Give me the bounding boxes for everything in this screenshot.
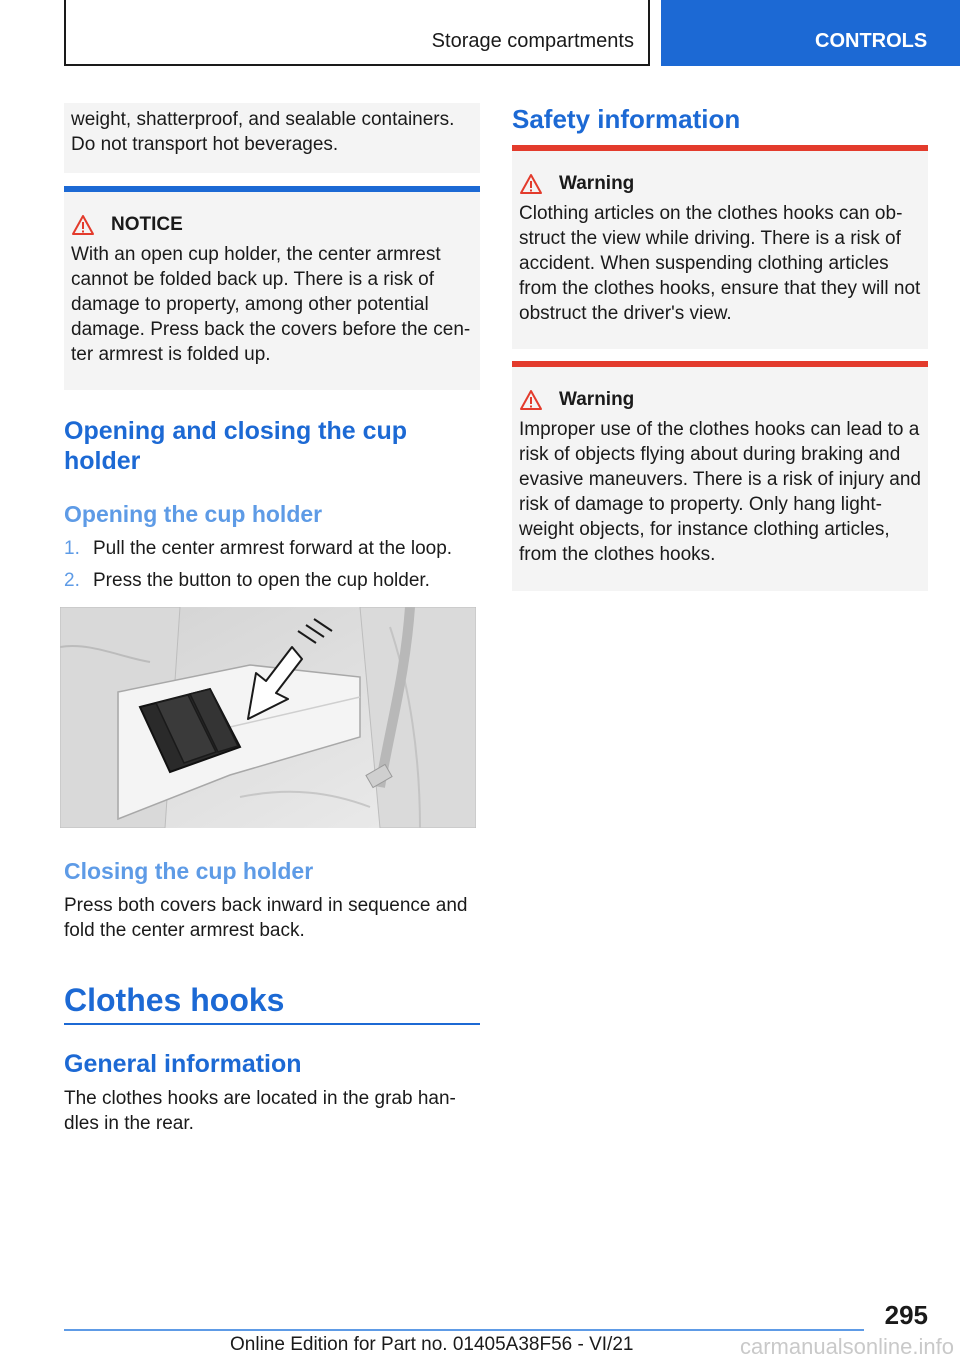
list-item (64, 536, 480, 561)
armrest-illustration-graphic (60, 607, 476, 828)
step-text: Press the button to open the cup holder. (93, 570, 430, 591)
list-item (64, 568, 480, 593)
notice-box (64, 192, 480, 390)
notice-text: With an open cup holder, the center armrest cannot be folded back up. There is a risk of damage to property, among other potential damage. Press back the covers before the center armrest is folded up. (71, 244, 471, 365)
general-information-heading: General information (64, 1050, 302, 1078)
clothes-hooks-rule (64, 1023, 480, 1025)
notice-title-row (64, 192, 480, 237)
clothes-hooks-heading: Clothes hooks (64, 982, 285, 1018)
warning-triangle-icon (519, 389, 543, 411)
warning-triangle-icon (519, 173, 543, 195)
general-information-text: The clothes hooks are located in the grab handles in the rear. (64, 1088, 456, 1134)
notice-title: NOTICE (111, 214, 183, 235)
footer-rule (64, 1329, 864, 1331)
footer-edition: Online Edition for Part no. 01405A38F56 - VI/21 (230, 1334, 634, 1355)
header-section-title: Storage compartments (431, 30, 634, 52)
warning-text: Improper use of the clothes hooks can lead to a risk of objects flying about during braking and evasive maneuvers. There is a risk of injury and risk of damage to property. Only hang lightweight objects, for instance clothing articles, from the clothes hooks. (519, 419, 921, 565)
step-number: 2. (64, 570, 80, 591)
page-number: 295 (884, 1300, 928, 1330)
safety-information-heading: Safety information (512, 104, 741, 134)
header-section-tab (64, 0, 650, 66)
closing-heading: Closing the cup holder (64, 858, 314, 884)
warning-title: Warning (559, 173, 635, 194)
warning-title: Warning (559, 389, 635, 410)
opening-steps-list (64, 536, 480, 600)
watermark: carmanualsonline.info (739, 1334, 954, 1359)
step-text: Pull the center armrest forward at the loop. (93, 538, 453, 559)
armrest-cup-holder-illustration (60, 607, 476, 828)
header-chapter-tab (661, 0, 960, 66)
warning-title-row (512, 367, 928, 412)
warning-triangle-icon (71, 214, 95, 236)
header-chapter-title: CONTROLS (815, 30, 928, 52)
warning-box-1 (512, 151, 928, 349)
step-number: 1. (64, 538, 80, 559)
warning-text: Clothing articles on the clothes hooks can obstruct the view while driving. There is a risk of accident. When suspending clothing articles from the clothes hooks, ensure that they will not obstruct the driver's view. (519, 203, 921, 324)
warning-title-row (512, 151, 928, 196)
warning-box-2 (512, 367, 928, 591)
intro-box (64, 103, 480, 173)
opening-heading: Opening the cup holder (64, 501, 323, 527)
intro-box-text: weight, shatterproof, and sealable containers. Do not transport hot beverages. (71, 109, 455, 155)
opening-closing-heading: Opening and closing the cup holder (64, 417, 408, 475)
closing-text: Press both covers back inward in sequence and fold the center armrest back. (64, 895, 468, 941)
